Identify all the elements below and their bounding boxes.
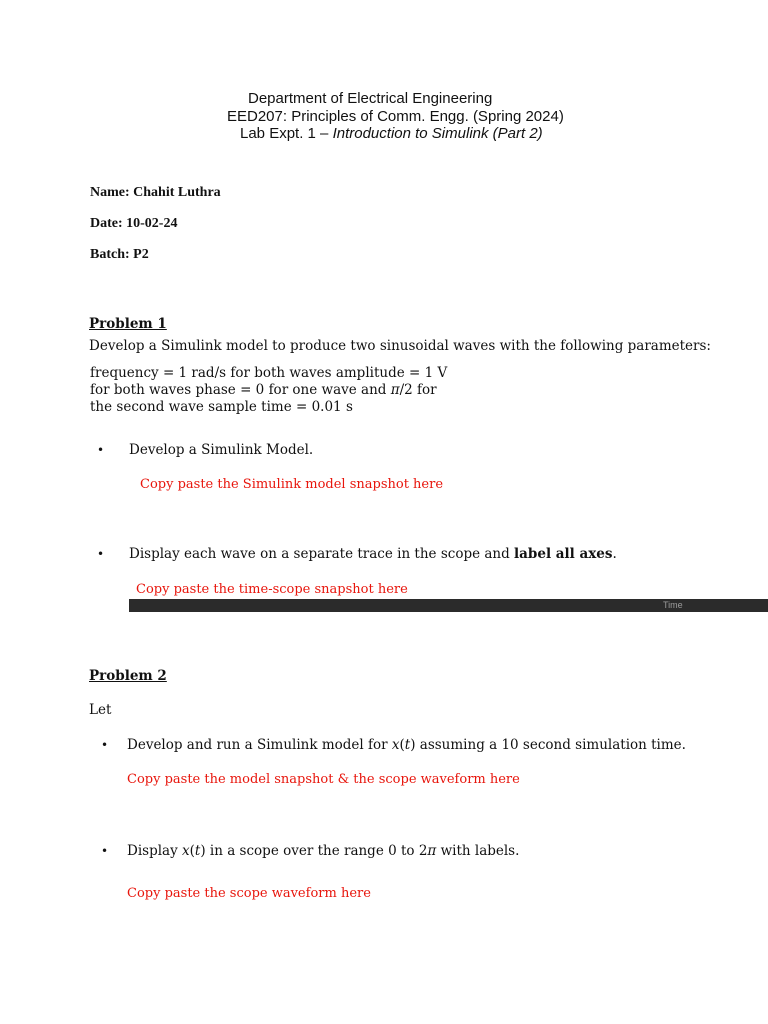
scope-waveform-placeholder: Copy paste the scope waveform here [127,886,371,901]
params-line2-b: /2 for [399,382,437,398]
x-symbol: x [182,843,190,859]
params-line2-a: for both waves phase = 0 for one wave and [90,382,391,398]
time-scope-placeholder: Copy paste the time-scope snapshot here [136,582,408,597]
task-2-c: with labels. [436,843,520,859]
department-heading: Department of Electrical Engineering [248,90,493,107]
task-1-a: Develop and run a Simulink model for [127,737,392,753]
problem-2-task-1: Develop and run a Simulink model for x(t) assuming a 10 second simulation time. [127,737,686,753]
bullet-icon: • [97,443,105,457]
problem-2-task-2: Display x(t) in a scope over the range 0 to 2π with labels. [127,843,520,859]
bullet-icon: • [101,738,109,752]
problem-2-let: Let [89,702,112,718]
course-heading: EED207: Principles of Comm. Engg. (Spring 2024) [227,108,564,125]
problem-1-task-1: Develop a Simulink Model. [129,442,314,458]
lab-title-topic: Introduction to Simulink (Part 2) [332,125,543,142]
problem-1-params-line3: the second wave sample time = 0.01 s [90,399,353,415]
lab-title-prefix: Lab Expt. 1 – [240,125,333,142]
simulink-model-placeholder: Copy paste the Simulink model snapshot here [140,477,444,492]
student-name: Name: Chahit Luthra [90,185,221,200]
problem-2-title: Problem 2 [89,668,167,684]
bullet-icon: • [101,844,109,858]
bullet-icon: • [97,547,105,561]
task-2-bold: label all axes [514,546,613,562]
task-2-suffix: . [612,546,617,562]
problem-1-params-line2 [90,382,437,399]
scope-time-axis-label: Time [663,600,683,610]
batch: Batch: P2 [90,247,149,262]
problem-1-title: Problem 1 [89,316,167,332]
problem-1-intro: Develop a Simulink model to produce two sinusoidal waves with the following parameters: [89,338,711,354]
task-1-b: assuming a 10 second simulation time. [415,737,686,753]
problem-1-task-2 [129,546,617,563]
t-symbol: t [404,737,411,753]
x-symbol: x [391,737,400,753]
lab-title [240,125,543,142]
task-2-b: in a scope over the range 0 to 2 [205,843,428,859]
problem-1-params-line1: frequency = 1 rad/s for both waves amplitude = 1 V [90,365,448,381]
pi-symbol: π [390,382,400,398]
task-2-a: Display [127,843,182,859]
model-scope-placeholder: Copy paste the model snapshot & the scope waveform here [127,772,520,787]
scope-snapshot-strip [129,599,768,612]
t-symbol: t [194,843,201,859]
task-2-prefix: Display each wave on a separate trace in the scope and [129,546,515,562]
pi-symbol: π [427,843,437,859]
submission-date: Date: 10-02-24 [90,216,178,231]
